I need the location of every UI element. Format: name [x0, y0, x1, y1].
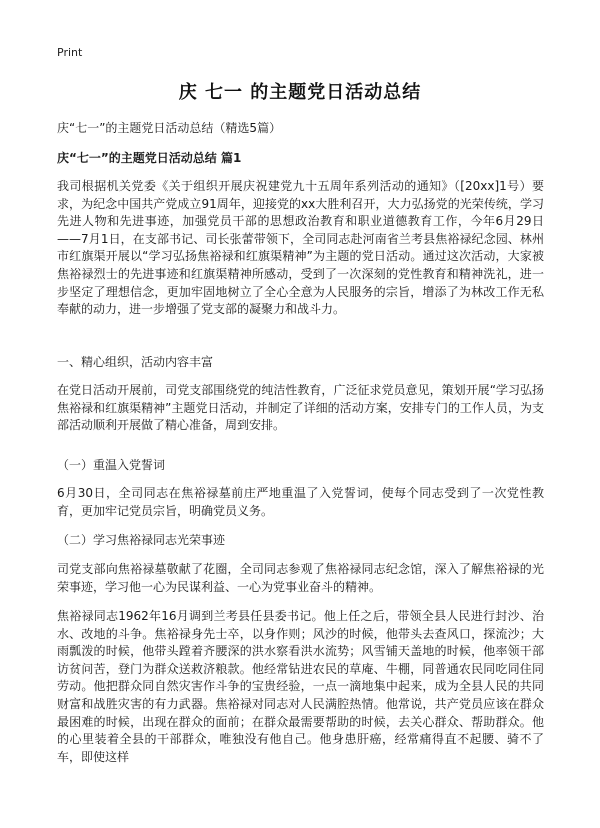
paragraph-4: 司党支部向焦裕禄墓敬献了花圈，全司同志参观了焦裕禄同志纪念馆，深入了解焦裕禄的光荣事迹，学习他一心为民谋利益、一心为党事业奋斗的精神。: [57, 562, 544, 594]
document-subtitle: 庆“七一”的主题党日活动总结（精选5篇）: [57, 121, 282, 135]
print-link[interactable]: Print: [57, 46, 83, 59]
paragraph-2: 在党日活动开展前，司党支部围绕党的纯洁性教育，广泛征求党员意见，策划开展“学习弘扬焦裕禄和红旗渠精神”主题党日活动，并制定了详细的活动方案，安排专门的工作人员，为支部活动顺利开展做了精心准备，周到安排。: [57, 383, 544, 433]
heading-2: （一）重温入党誓词: [57, 458, 166, 472]
paragraph-1: 我司根据机关党委《关于组织开展庆祝建党九十五周年系列活动的通知》（[20xx]1号）要求，为纪念中国共产党成立91周年，迎接党的xx大胜利召开，大力弘扬党的光荣传统，学习先进人物和先进事迹，加强党员干部的思想政治教育和职业道德教育工作，今年6月29日——7月1日，在支部书记、司长张蕾带领下，全司同志赴河南省兰考县焦裕禄纪念园、林州市红旗渠开展以“学习弘扬焦裕禄和红旗渠精神”为主题的党日活动。通过这次活动，大家被焦裕禄烈士的先进事迹和红旗渠精神所感动，受到了一次深刻的党性教育和精神洗礼，进一步坚定了理想信念，更加牢固地树立了全心全意为人民服务的宗旨，增添了为林改工作无私奉献的动力，进一步增强了党支部的凝聚力和战斗力。: [57, 179, 544, 317]
heading-3: （二）学习焦裕禄同志光荣事迹: [57, 533, 226, 547]
paragraph-3: 6月30日，全司同志在焦裕禄墓前庄严地重温了入党誓词，使每个同志受到了一次党性教育，更加牢记党员宗旨，明确党员义务。: [57, 486, 544, 518]
document-title: 庆 七一 的主题党日活动总结: [178, 82, 422, 103]
paragraph-5: 焦裕禄同志1962年16月调到兰考县任县委书记。他上任之后，带领全县人民进行封沙、治水、改地的斗争。焦裕禄身先士卒，以身作则；风沙的时候，他带头去查风口，探流沙；大雨瓢泼的时候，他带头蹚着齐腰深的洪水察看洪水流势；风雪铺天盖地的时候，他率领干部访贫问苦，登门为群众送救济粮款。他经常钻进农民的草庵、牛棚，同普通农民同吃同住同劳动。他把群众同自然灾害作斗争的宝贵经验，一点一滴地集中起来，成为全县人民的共同财富和战胜灾害的有力武器。焦裕禄对同志对人民满腔热情。他常说，共产党员应该在群众最困难的时候，出现在群众的面前；在群众最需要帮助的时候，去关心群众、帮助群众。他的心里装着全县的干部群众，唯独没有他自己。他身患肝癌，经常痛得直不起腰、骑不了车，即使这样: [57, 609, 544, 764]
section-title: 庆“七一”的主题党日活动总结 篇1: [57, 151, 242, 165]
heading-1: 一、精心组织，活动内容丰富: [57, 355, 214, 369]
